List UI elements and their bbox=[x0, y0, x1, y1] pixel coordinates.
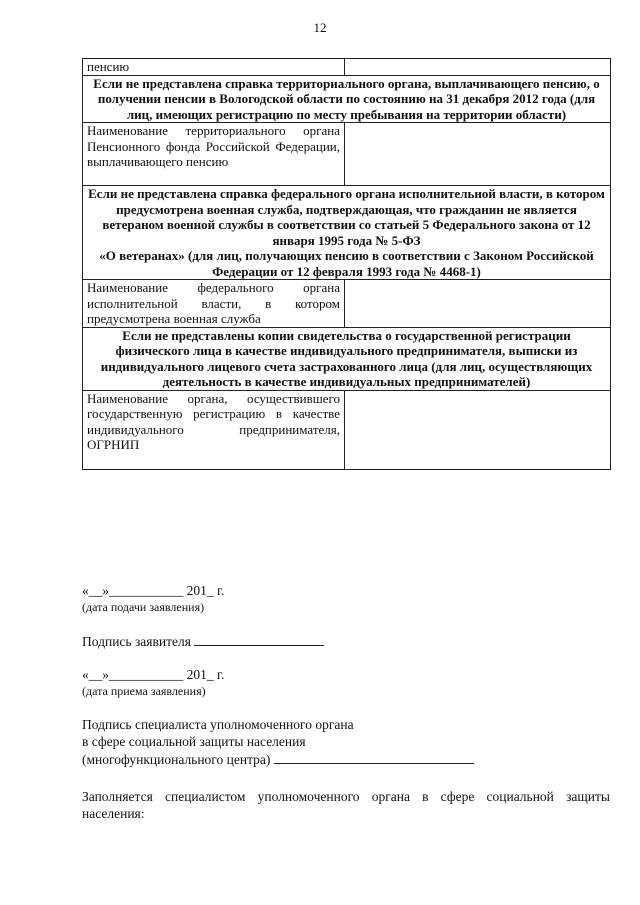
submission-date-caption: (дата подачи заявления) bbox=[82, 600, 205, 614]
table-row bbox=[83, 75, 611, 123]
submission-date-line: «__»___________ 201_ г. bbox=[82, 583, 225, 598]
row-label-pension-fund-body: Наименование территориального органа Пенсионного фонда Российской Федерации, выплачивающего пенсию bbox=[83, 123, 345, 186]
reception-date-line: «__»___________ 201_ г. bbox=[82, 667, 225, 682]
row-value-registration-body[interactable] bbox=[345, 390, 611, 469]
section-heading-military-certificate bbox=[83, 186, 611, 280]
application-table bbox=[82, 58, 611, 470]
heading-2-text-c: (для лиц, получающих пенсию в соответствии с Законом Российской Федерации от 12 февраля 1993 года № 4468-1) bbox=[184, 248, 594, 279]
table-row bbox=[83, 186, 611, 280]
applicant-signature-label: Подпись заявителя bbox=[82, 634, 191, 649]
row-label-pension: пенсию bbox=[83, 59, 345, 76]
specialist-signature-line-1: Подпись специалиста уполномоченного органа bbox=[82, 717, 354, 732]
row-label-military-body: Наименование федерального органа исполнительной власти, в котором предусмотрена военная служба bbox=[83, 280, 345, 328]
table-row bbox=[83, 123, 611, 186]
table-row bbox=[83, 59, 611, 76]
applicant-signature-row bbox=[82, 632, 324, 650]
table-row bbox=[83, 280, 611, 328]
applicant-signature-line[interactable] bbox=[194, 632, 324, 646]
section-heading-entrepreneur-docs: Если не представлены копии свидетельства о государственной регистрации физического лица в качестве индивидуального предпринимателя, выписки из индивидуального лицевого счета застрахованного лица (для лиц, осуществляющих деятельность в качестве индивидуальных предпринимателей) bbox=[83, 327, 611, 390]
specialist-signature-line[interactable] bbox=[274, 750, 474, 764]
row-value-pension[interactable] bbox=[345, 59, 611, 76]
row-value-military-body[interactable] bbox=[345, 280, 611, 328]
row-value-pension-fund-body[interactable] bbox=[345, 123, 611, 186]
reception-date-caption: (дата приема заявления) bbox=[82, 684, 206, 698]
specialist-signature-line-2: в сфере социальной защиты населения bbox=[82, 734, 306, 749]
footer-instruction: Заполняется специалистом уполномоченного органа в сфере социальной защиты населения: bbox=[82, 789, 610, 821]
table-row bbox=[83, 327, 611, 390]
section-heading-pension-certificate: Если не представлена справка территориального органа, выплачивающего пенсию, о получении пенсии в Вологодской области по состоянию на 31 декабря 2012 года (для лиц, имеющих регистрацию по месту пребывания на территории области) bbox=[83, 75, 611, 123]
specialist-signature-label: (многофункционального центра) bbox=[82, 752, 271, 767]
heading-2-text-b: «О ветеранах» bbox=[99, 248, 185, 263]
heading-2-text-a: Если не представлена справка федерального органа исполнительной власти, в котором предусмотрена военная служба, подтверждающая, что гражданин не является ветераном военной службы в соответствии со статьей 5 Федерального закона от 12 января 1995 года № 5-ФЗ bbox=[88, 186, 605, 248]
page-number: 12 bbox=[313, 20, 327, 35]
row-label-registration-body: Наименование органа, осуществившего государственную регистрацию в качестве индивидуального предпринимателя, ОГРНИП bbox=[83, 390, 345, 469]
table-row bbox=[83, 390, 611, 469]
specialist-signature-row bbox=[82, 750, 474, 768]
